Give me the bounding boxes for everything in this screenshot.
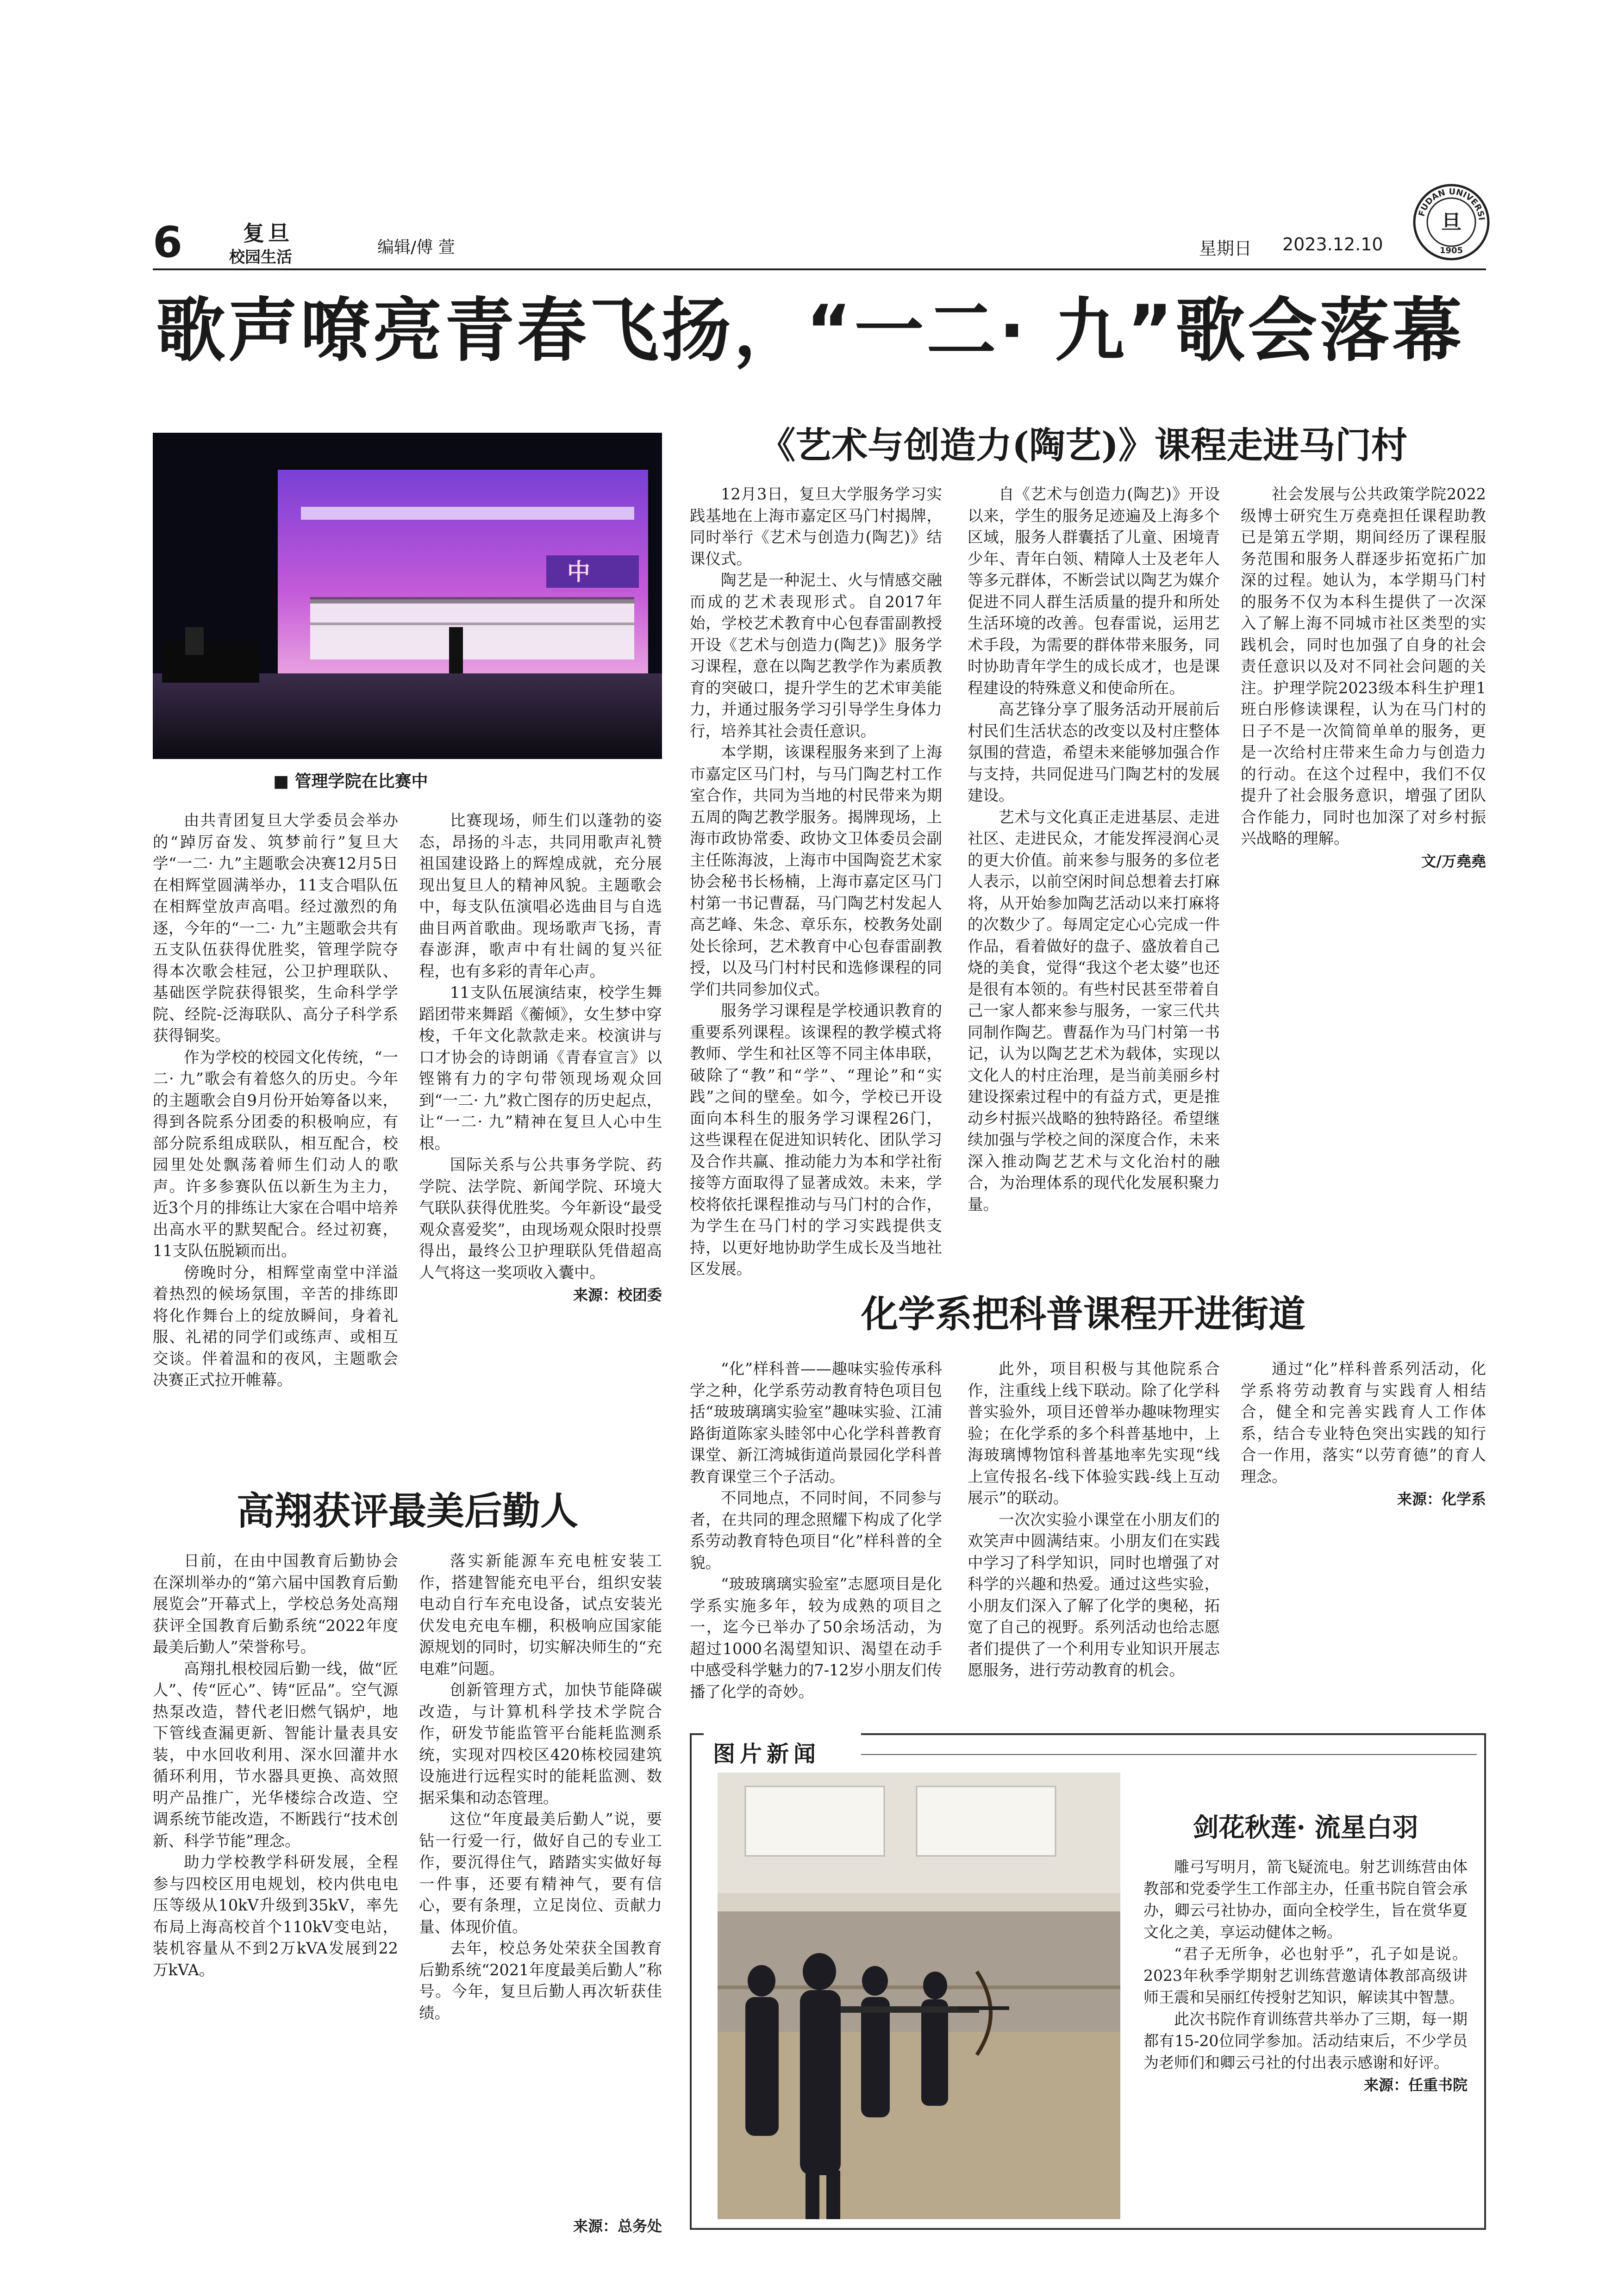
logistics-paragraph: 助力学校教学科研发展，全程参与四校区用电规划，校内供电电压等级从10kV升级到35kV，率先布局上海高校首个110kV变电站，装机容量从不到2万kVA发展到22万kVA。 xyxy=(153,1853,398,1979)
section-name: 校园生活 xyxy=(229,248,292,267)
svg-text:旦: 旦 xyxy=(1441,211,1462,234)
archery-photo xyxy=(718,1773,1120,2219)
pottery-paragraph: 本学期，该课程服务来到了上海市嘉定区马门村，与马门陶艺村工作室合作，共同为当地的村民带来为期五周的陶艺教学服务。揭牌现场，上海市政协常委、政协文卫体委员会副主任陈海波，上海市中国陶瓷艺术家协会秘书长杨楠，上海市嘉定区马门村第一书记曹磊，马门陶艺村发起人高艺峰、朱念、章乐东，校教务处副处长徐珂，艺术教育中心包春雷副教授，以及马门村村民和选修课程的同学们共同参加仪式。 xyxy=(690,743,942,998)
logistics-paragraph: 去年，校总务处荣获全国教育后勤系统“2021年度最美后勤人”称号。今年，复旦后勤人再次斩获佳绩。 xyxy=(419,1939,662,2022)
chemistry-paragraph: 不同地点，不同时间，不同参与者，在共同的理念照耀下构成了化学系劳动教育特色项目“化”样科普的全貌。 xyxy=(690,1489,942,1572)
photo-news-text xyxy=(1143,1856,1468,2095)
svg-text:1905: 1905 xyxy=(1439,246,1463,255)
concert-photo-caption: ■ 管理学院在比赛中 xyxy=(273,772,428,791)
svg-text:FUDAN UNIVERSITY: FUDAN UNIVERSI xyxy=(1417,187,1487,221)
concert-paragraph: 傍晚时分，相辉堂南堂中洋溢着热烈的候场氛围，辛苦的排练即将化作舞台上的绽放瞬间，身着礼服、礼裙的同学们或练声、或相互交谈。伴着温和的夜风，主题歌会决赛正式拉开帷幕。 xyxy=(153,1263,398,1389)
photo-news-paragraph: 雕弓写明月，箭飞疑流电。射艺训练营由体教部和党委学生工作部主办，任重书院自管会承办，卿云弓社协办，面向全校学生，旨在赏华夏文化之美，享运动健体之畅。 xyxy=(1143,1858,1468,1941)
chemistry-article-col-3 xyxy=(1241,1358,1486,1729)
chemistry-paragraph: 此外，项目积极与其他院系合作，注重线上线下联动。除了化学科普实验外，项目还曾举办趣味物理实验；在化学系的多个科普基地中，上海玻璃博物馆科普基地率先实现“线上宣传报名-线下体验实践-线上互动展示”的联动。 xyxy=(968,1360,1220,1507)
concert-paragraph: 由共青团复旦大学委员会举办的“踔厉奋发、筑梦前行”复旦大学“一二· 九”主题歌会决赛12月5日在相辉堂圆满举办，11支合唱队伍在相辉堂放声高唱。经过激烈的角逐，今年的“一二· 九”主题歌会共有五支队伍获得优胜奖，管理学院夺得本次歌会桂冠，公卫护理联队、基础医学院获得银奖，生命科学学院、经院-泛海联队、高分子科学系获得铜奖。 xyxy=(153,811,398,1045)
logistics-article-col-2 xyxy=(419,1550,662,2208)
logistics-paragraph: 落实新能源车充电桩安装工作，搭建智能充电平台，组织安装电动自行车充电设备，试点安装光伏发电充电车棚，积极响应国家能源规划的同时，切实解决师生的“充电难”问题。 xyxy=(419,1552,662,1678)
stage-banner-text: 中 xyxy=(567,559,590,585)
logistics-paragraph: 日前，在由中国教育后勤协会在深圳举办的“第六届中国教育后勤展览会”开幕式上，学校总务处高翔获评全国教育后勤系统“2022年度最美后勤人”荣誉称号。 xyxy=(153,1552,398,1656)
pottery-paragraph: 12月3日，复旦大学服务学习实践基地在上海市嘉定区马门村揭牌，同时举行《艺术与创造力(陶艺)》结课仪式。 xyxy=(690,485,942,568)
pottery-article-col-2 xyxy=(968,484,1220,1213)
pottery-paragraph: 艺术与文化真正走进基层、走进社区、走进民众，才能发挥浸润心灵的更大价值。前来参与服务的多位老人表示，以前空闲时间总想着去打麻将，从开始参加陶艺活动以来打麻将的次数少了。每周定定心心完成一件作品，看着做好的盘子、盛放着自己烧的美食，觉得“我这个老太婆”也还是很有本领的。有些村民甚至带着自己一家人都来参与服务，一家三代共同制作陶艺。曹磊作为马门村第一书记，认为以陶艺艺术为载体，实现以文化人的村庄治理，是当前美丽乡村建设探索过程中的有益方式，更是推动乡村振兴战略的独特路径。希望继续加强与学校之间的深度合作，未来深入推动陶艺艺术与文化治村的融合，为治理体系的现代化发展积聚力量。 xyxy=(968,808,1220,1213)
photo-news-paragraph: 此次书院作育训练营共举办了三期，每一期都有15-20位同学参加。活动结束后，不少学员为老师们和卿云弓社的付出表示感谢和好评。 xyxy=(1143,2010,1468,2072)
concert-paragraph: 国际关系与公共事务学院、药学院、法学院、新闻学院、环境大气联队获得优胜奖。今年新设“最受观众喜爱奖”，由现场观众限时投票得出，最终公卫护理联队凭借超高人气将这一奖项收入囊中。 xyxy=(419,1156,662,1282)
chemistry-paragraph: 通过“化”样科普系列活动，化学系将劳动教育与实践育人相结合，健全和完善实践育人工作体系，结合专业特色突出实践的知行合一作用，落实“以劳育德”的育人理念。 xyxy=(1241,1360,1486,1486)
pottery-source: 文/万堯堯 xyxy=(1421,852,1486,870)
chemistry-article-col-2 xyxy=(968,1358,1220,1724)
pottery-article-title: 《艺术与创造力(陶艺)》课程走进马门村 xyxy=(759,424,1407,467)
photo-news-header xyxy=(704,1733,861,1775)
editor-credit: 编辑/傅 萱 xyxy=(377,238,455,257)
chemistry-paragraph: “化”样科普——趣味实验传承科学之种，化学系劳动教育特色项目包括“玻玻璃璃实验室”趣味实验、江浦路街道陈家头睦邻中心化学科普教育课堂、新江湾城街道尚景园化学科普教育课堂三个子活动。 xyxy=(690,1360,942,1486)
pottery-paragraph: 社会发展与公共政策学院2022级博士研究生万堯堯担任课程助教已是第五学期，期间经历了课程服务范围和服务人群逐步拓宽拓广加深的过程。她认为，本学期马门村的服务不仅为本科生提供了一次深入了解上海不同城市社区类型的实践机会，同时也加强了自身的社会责任意识以及对不同社会问题的关注。护理学院2023级本科生护理1班白彤修读课程，认为在马门村的日子不是一次简简单单的服务，更是一次给村庄带来生命力与创造力的行动。在这个过程中，我们不仅提升了社会服务意识，增强了团队合作能力，同时也加深了对乡村振兴战略的理解。 xyxy=(1241,485,1486,847)
logistics-paragraph: 这位“年度最美后勤人”说，要钻一行爱一行，做好自己的专业工作，要沉得住气，踏踏实实做好每一件事，还要有精神气，要有信心，要有条理，立足岗位、贡献力量、体现价值。 xyxy=(419,1810,662,1936)
university-seal-logo xyxy=(1412,183,1491,261)
page-number: 6 xyxy=(153,218,183,267)
chemistry-article-col-1 xyxy=(690,1358,942,1724)
masthead-rule xyxy=(153,268,1486,270)
pottery-article-col-3 xyxy=(1241,484,1486,1196)
concert-paragraph: 比赛现场，师生们以蓬勃的姿态，昂扬的斗志，共同用歌声礼赞祖国建设路上的辉煌成就，充分展现出复旦人的精神风貌。主题歌会中，每支队伍演唱必选曲目与自选曲目两首歌曲。现场歌声飞扬，青春澎湃，歌声中有壮阔的复兴征程，也有多彩的青年心声。 xyxy=(419,811,662,980)
photo-news-header-rule xyxy=(861,1754,1477,1755)
weekday: 星期日 xyxy=(1199,238,1252,259)
concert-article-col-2 xyxy=(419,810,662,1305)
pottery-paragraph: 高艺锋分享了服务活动开展前后村民们生活状态的改变以及村庄整体氛围的营造，希望未来能够加强合作与支持，共同促进马门陶艺村的发展建设。 xyxy=(968,700,1220,804)
photo-news-title: 剑花秋莲· 流星白羽 xyxy=(1193,1812,1418,1843)
concert-article-col-1 xyxy=(153,810,398,1389)
chemistry-paragraph: “玻玻璃璃实验室”志愿项目是化学系实施多年，较为成熟的项目之一，迄今已举办了50余场活动，为超过1000名渴望知识、渴望在动手中感受科学魅力的7-12岁小朋友们传播了化学的奇妙。 xyxy=(690,1575,942,1701)
photo-news-paragraph: “君子无所争，必也射乎”，孔子如是说。2023年秋季学期射艺训练营邀请体教部高级讲师王震和吴丽红传授射艺知识，解读其中智慧。 xyxy=(1143,1945,1468,2006)
issue-date: 2023.12.10 xyxy=(1282,234,1383,255)
photo-news-header-text: 图片新闻 xyxy=(713,1741,821,1767)
concert-paragraph: 11支队伍展演结束，校学生舞蹈团带来舞蹈《蘅倾》，女生梦中穿梭，千年文化款款走来。校演讲与口才协会的诗朗诵《青春宣言》以铿锵有力的字句带领现场观众回到“一二· 九”救亡图存的历史起点，让“一二· 九”精神在复旦人心中生根。 xyxy=(419,983,662,1152)
logistics-paragraph: 高翔扎根校园后勤一线，做“匠人”、传“匠心”、铸“匠品”。空气源热泵改造，替代老旧燃气锅炉，地下管线查漏更新、智能计量表具安装，中水回收利用、深水回灌井水循环利用，节水器具更换、高效照明产品推广，光华楼综合改造、空调系统节能改造，不断践行“技术创新、科学节能”理念。 xyxy=(153,1659,398,1850)
chemistry-article-title: 化学系把科普课程开进街道 xyxy=(861,1292,1305,1336)
logistics-article-col-1 xyxy=(153,1550,398,2208)
logistics-article-title: 高翔获评最美后勤人 xyxy=(236,1489,578,1533)
concert-source: 来源：校团委 xyxy=(573,1286,662,1304)
chemistry-source: 来源：化学系 xyxy=(1397,1490,1486,1508)
pottery-paragraph: 陶艺是一种泥土、火与情感交融而成的艺术表现形式。自2017年始，学校艺术教育中心包春雷副教授开设《艺术与创造力(陶艺)》服务学习课程，意在以陶艺教学作为素质教育的突破口，提升学生的艺术审美能力，并通过服务学习引导学生身体力行，培养其社会责任意识。 xyxy=(690,571,942,740)
concert-paragraph: 作为学校的校园文化传统，“一二· 九”歌会有着悠久的历史。今年的主题歌会自9月份开始筹备以来，得到各院系分团委的积极响应，有部分院系组成联队，相互配合，校园里处处飘荡着师生们动人的歌声。许多参赛队伍以新生为主力，近3个月的排练让大家在合唱中培养出高水平的默契配合。经过初赛，11支队伍脱颖而出。 xyxy=(153,1048,398,1260)
concert-photo xyxy=(153,433,662,759)
main-headline: 歌声嘹亮青春飞扬，“一二· 九”歌会落幕 xyxy=(156,291,1465,371)
publication-name: 复旦 xyxy=(243,221,293,246)
pottery-paragraph: 服务学习课程是学校通识教育的重要系列课程。该课程的教学模式将教师、学生和社区等不同主体串联，破除了“教”和“学”、“理论”和“实践”之间的壁垒。如今，学校已开设面向本科生的服务学习课程26门，这些课程在促进知识转化、团队学习及合作共赢、推动能力为本和学社衔接等方面取得了显著成效。未来，学校将依托课程推动与马门村的合作，为学生在马门村的学习实践提供支持，以更好地协助学生成长及当地社区发展。 xyxy=(690,1002,942,1278)
logistics-paragraph: 创新管理方式，加快节能降碳改造，与计算机科学技术学院合作，研发节能监管平台能耗监测系统，实现对四校区420栋校园建筑设施进行远程实时的能耗监测、数据采集和动态管理。 xyxy=(419,1681,662,1807)
logistics-source: 来源：总务处 xyxy=(573,2217,662,2235)
chemistry-paragraph: 一次次实验小课堂在小朋友们的欢笑声中圆满结束。小朋友们在实践中学习了科学知识，同时也增强了对科学的兴趣和热爱。通过这些实验，小朋友们深入了解了化学的奥秘，拓宽了自己的视野。系列活动也给志愿者们提供了一个利用专业知识开展志愿服务，进行劳动教育的机会。 xyxy=(968,1510,1220,1679)
pottery-paragraph: 自《艺术与创造力(陶艺)》开设以来，学生的服务足迹遍及上海多个区域，服务人群囊括了儿童、困境青少年、青年白领、精障人士及老年人等多元群体，不断尝试以陶艺为媒介促进不同人群生活质量的提升和所处生活环境的改善。包春雷说，运用艺术手段，为需要的群体带来服务，同时协助青年学生的成长成才，也是课程建设的特殊意义和使命所在。 xyxy=(968,485,1220,697)
photo-news-source: 来源：任重书院 xyxy=(1363,2076,1468,2094)
